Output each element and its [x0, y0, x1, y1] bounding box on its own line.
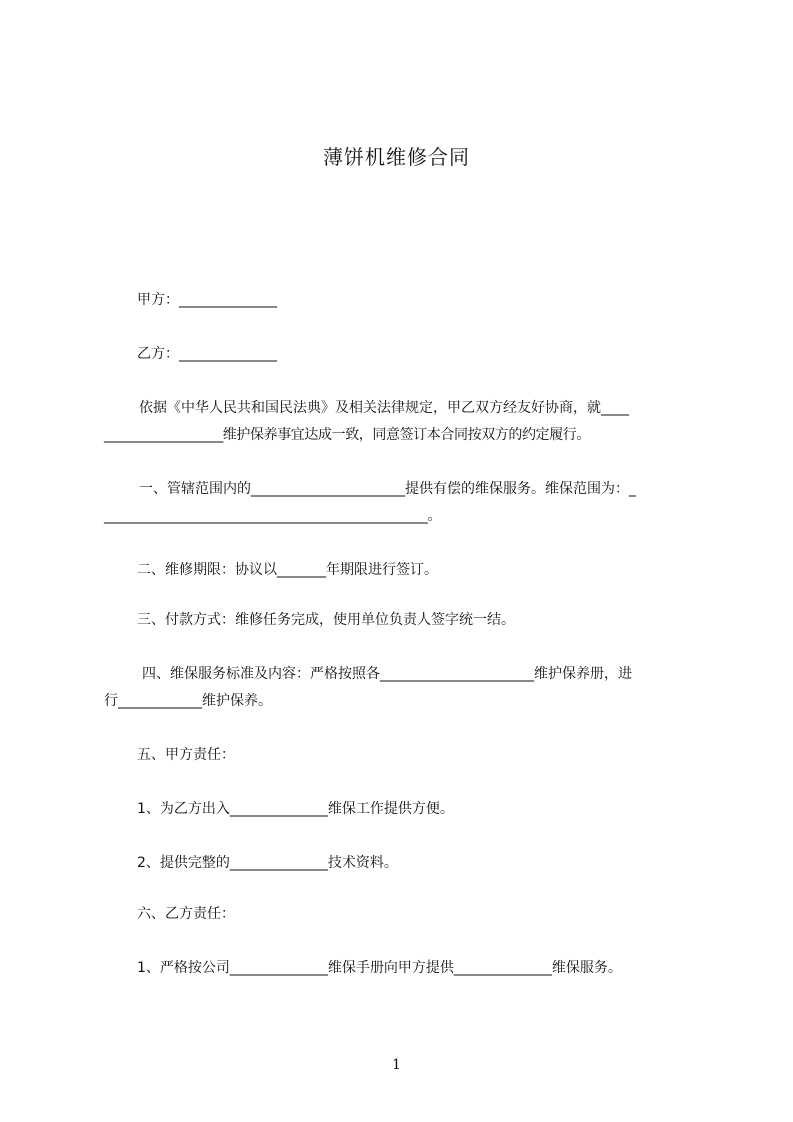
clause-3: 三、付款方式：维修任务完成，使用单位负责人签字统一结。 [137, 612, 515, 628]
clause-4-line-1: 四、维保服务标准及内容：严格按照各______________________维护保养册，进 [142, 666, 632, 682]
clause-4-line-2: 行____________维护保养。 [104, 693, 272, 709]
clause-5-item-2: 2、提供完整的______________技术资料。 [137, 855, 398, 871]
party-a-line: 甲方：______________ [137, 292, 277, 308]
clause-6-heading: 六、乙方责任： [137, 906, 235, 922]
clause-2: 二、维修期限：协议以_______年期限进行签订。 [137, 562, 438, 578]
clause-5-item-1: 1、为乙方出入______________维保工作提供方便。 [137, 801, 454, 817]
party-b-line: 乙方：______________ [137, 346, 277, 362]
clause-1-line-1: 一、管辖范围内的______________________提供有偿的维保服务。维保范围为：_ [139, 481, 636, 497]
clause-1-line-2: _________________________________________________。 [104, 508, 442, 524]
clause-5-heading: 五、甲方责任： [137, 747, 235, 763]
intro-line-1: 依据《中华人民共和国民法典》及相关法律规定，甲乙双方经友好协商，就____ [139, 400, 629, 416]
document-title: 薄饼机维修合同 [323, 145, 470, 169]
intro-line-2: __________________维护保养事宜达成一致，同意签订本合同按双方的约定履行。 [104, 427, 590, 443]
clause-6-item-1: 1、严格按公司______________维保手册向甲方提供______________维保服务。 [137, 960, 622, 976]
page-number: 1 [392, 1057, 401, 1073]
